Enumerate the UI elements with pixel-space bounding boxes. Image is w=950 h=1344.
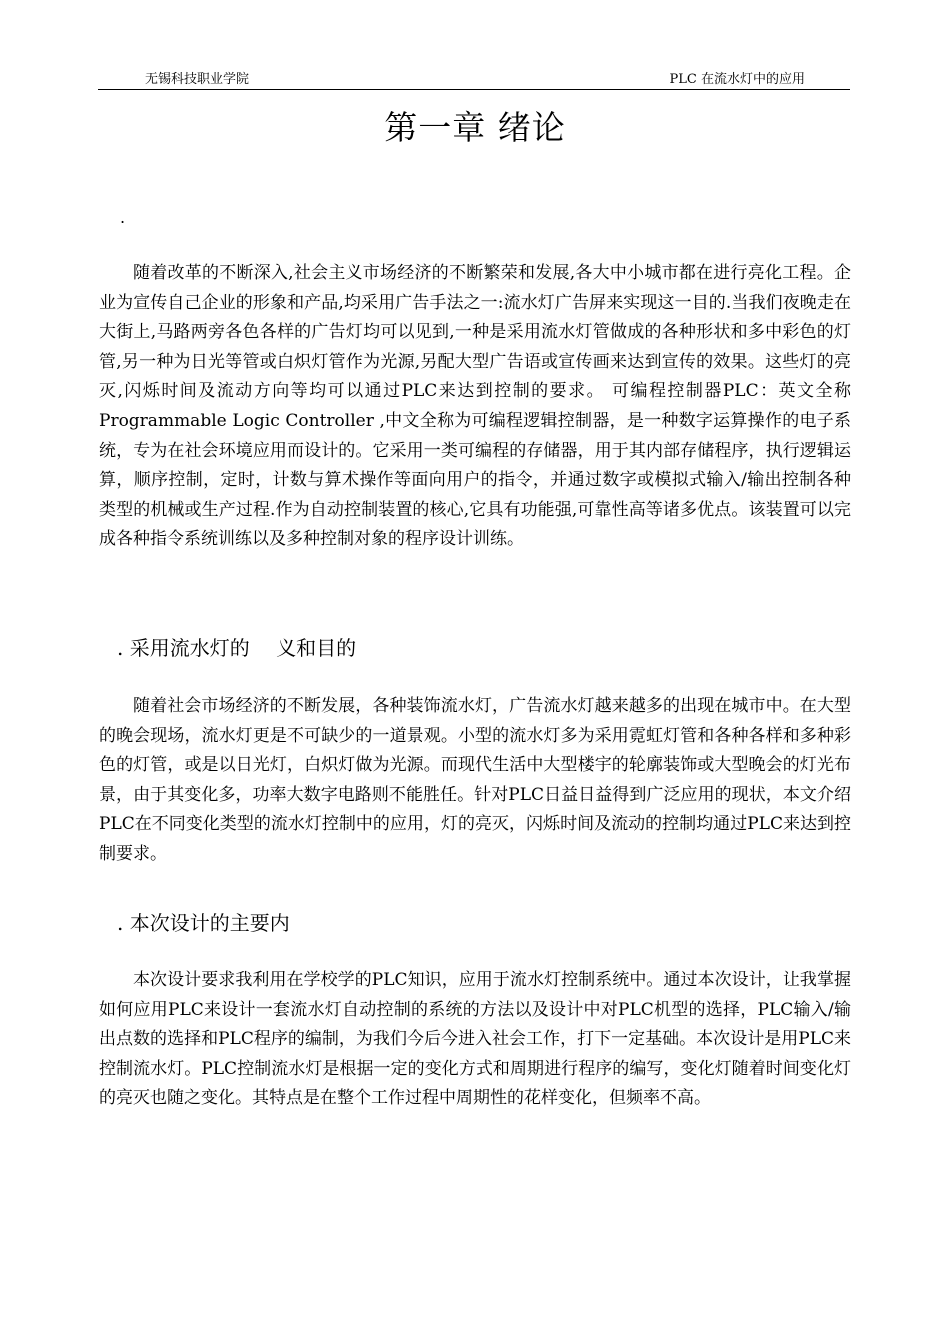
chapter-title: 第一章 绪论 xyxy=(384,108,566,147)
section-heading-purpose: . 采用流水灯的 义和目的 xyxy=(117,636,357,660)
section-heading-design-content: . 本次设计的主要内 xyxy=(117,911,290,935)
header-document-title: PLC 在流水灯中的应用 xyxy=(669,72,805,87)
running-header xyxy=(98,70,850,90)
header-institution: 无锡科技职业学院 xyxy=(145,72,250,87)
body-paragraph-purpose: 随着社会市场经济的不断发展，各种装饰流水灯，广告流水灯越来越多的出现在城市中。在大型的晚会现场，流水灯更是不可缺少的一道景观。小型的流水灯多为采用霓虹灯管和各种各样和多种彩色的灯管，或是以日光灯，白炽灯做为光源。而现代生活中大型楼宇的轮廓装饰或大型晚会的灯光布景，由于其变化多，功率大数字电路则不能胜任。针对PLC日益日益得到广泛应用的现状，本文介绍PLC在不同变化类型的流水灯控制中的应用，灯的亮灭，闪烁时间及流动的控制均通过PLC来达到控制要求。 xyxy=(99,696,851,864)
header-divider xyxy=(98,89,850,90)
body-paragraph-intro: 随着改革的不断深入,社会主义市场经济的不断繁荣和发展,各大中小城市都在进行亮化工程。企业为宣传自己企业的形象和产品,均采用广告手法之一:流水灯广告屏来实现这一目的.当我们夜晚走在大街上,马路两旁各色各样的广告灯均可以见到,一种是采用流水灯管做成的各种形状和多中彩色的灯管,另一种为日光等管或白炽灯管作为光源,另配大型广告语或宣传画来达到宣传的效果。这些灯的亮灭,闪烁时间及流动方向等均可以通过PLC来达到控制的要求。 可编程控制器PLC：英文全称Programmable Logic Controller ,中文全称为可编程逻辑控制器，是一种数字运算操作的电子系统，专为在社会环境应用而设计的。它采用一类可编程的存储器，用于其内部存储程序，执行逻辑运算，顺序控制，定时，计数与算术操作等面向用户的指令，并通过数字或模拟式输入/输出控制各种类型的机械或生产过程.作为自动控制装置的核心,它具有功能强,可靠性高等诸多优点。该装置可以完成各种指令系统训练以及多种控制对象的程序设计训练。 xyxy=(99,263,851,550)
stray-mark: . xyxy=(120,208,126,227)
body-paragraph-design-content: 本次设计要求我利用在学校学的PLC知识，应用于流水灯控制系统中。通过本次设计，让我掌握如何应用PLC来设计一套流水灯自动控制的系统的方法以及设计中对PLC机型的选择，PLC输入/输出点数的选择和PLC程序的编制，为我们今后今进入社会工作，打下一定基础。本次设计是用PLC来控制流水灯。PLC控制流水灯是根据一定的变化方式和周期进行程序的编写，变化灯随着时间变化灯的亮灭也随之变化。其特点是在整个工作过程中周期性的花样变化，但频率不高。 xyxy=(99,970,851,1109)
